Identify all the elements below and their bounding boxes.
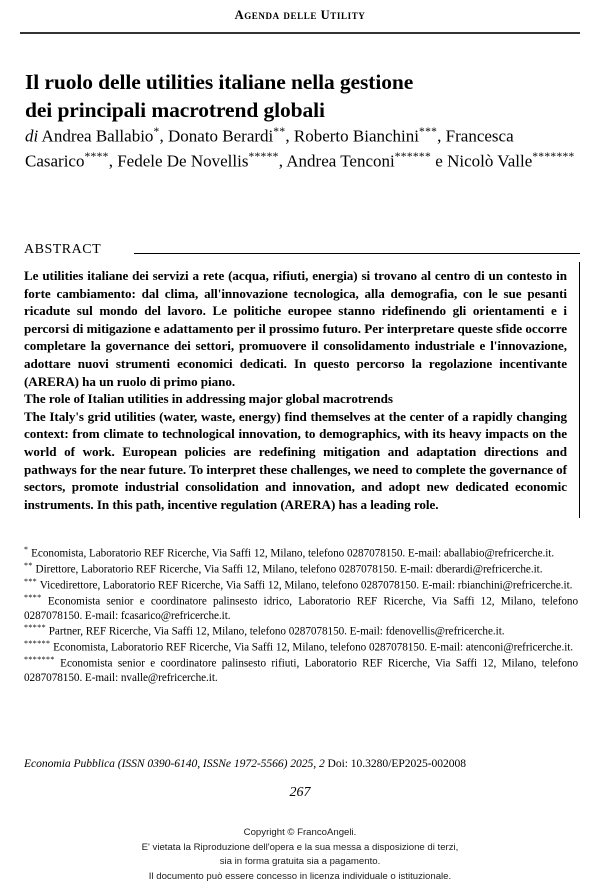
citation-doi: Doi: 10.3280/EP2025-002008	[324, 757, 467, 770]
footnote-item	[24, 639, 578, 655]
footnote-item	[24, 561, 578, 577]
author-name: Francesca Casarico	[25, 126, 514, 171]
author-name: Roberto Bianchini	[293, 126, 420, 146]
author-byline: di Andrea Ballabio*, Donato Berardi**, Roberto Bianchini***, Francesca Casarico****, Fedele De Novellis*****, Andrea Tenconi****** e Nicolò Valle*******	[25, 126, 575, 171]
citation-journal: Economia Pubblica (ISSN 0390-6140, ISSNe 1972-5566) 2025, 2	[24, 757, 325, 770]
abstract-label: ABSTRACT	[24, 242, 102, 257]
footnote-item	[24, 655, 578, 685]
footnote-text: Direttore, Laboratorio REF Ricerche, Via Saffi 12, Milano, telefono 0287078150. E-mail: dberardi@refricerche.it.	[32, 563, 543, 576]
footnote-item	[24, 577, 578, 593]
author-marker: **	[273, 126, 286, 138]
byline-conjunction: e	[435, 151, 443, 171]
author-marker: ******	[394, 150, 432, 163]
author-marker: ***	[419, 126, 438, 138]
footnote-item	[24, 593, 578, 623]
author-name: Nicolò Valle	[447, 151, 533, 171]
author-marker: ****	[84, 150, 109, 163]
footnote-text: Economista, Laboratorio REF Ricerche, Via Saffi 12, Milano, telefono 0287078150. E-mail: aballabio@refricerche.it.	[28, 547, 555, 560]
author-marker: *	[153, 126, 160, 138]
journal-citation	[24, 757, 578, 770]
footnote-text: Economista senior e coordinatore palinsesto rifiuti, Laboratorio REF Ricerche, Via Saffi 12, Milano, telefono 0287078150. E-mail: nvalle@refricerche.it.	[24, 657, 578, 684]
abstract-top-rule	[134, 253, 580, 254]
title-line-2: dei principali macrotrend globali	[25, 97, 325, 122]
copyright-footer	[0, 826, 600, 884]
abstract-body	[24, 262, 580, 518]
footnote-marker: **	[24, 560, 33, 570]
footnote-marker: ***	[24, 576, 38, 586]
footnote-text: Partner, REF Ricerche, Via Saffi 12, Milano, telefono 0287078150. E-mail: fdenovellis@refricerche.it.	[46, 625, 505, 638]
abstract-section	[24, 242, 580, 518]
footnote-text: Economista senior e coordinatore palinsesto idrico, Laboratorio REF Ricerche, Via Saffi 12, Milano, telefono 0287078150. E-mail: fcasarico@refricerche.it.	[24, 595, 578, 622]
abstract-english-title: The role of Italian utilities in addressing major global macrotrends	[24, 391, 393, 407]
footnote-item	[24, 545, 578, 561]
footnote-marker: *****	[24, 622, 46, 632]
footnote-marker: ****	[24, 592, 42, 602]
author-name: Fedele De Novellis	[117, 151, 249, 171]
footnote-marker: ******	[24, 638, 51, 648]
footnote-marker: *	[24, 545, 29, 554]
author-marker: *******	[532, 150, 575, 163]
footnote-text: Economista, Laboratorio REF Ricerche, Via Saffi 12, Milano, telefono 0287078150. E-mail: atenconi@refricerche.it.	[50, 641, 574, 654]
footnote-item	[24, 623, 578, 639]
byline-prefix: di	[25, 126, 39, 146]
abstract-english: The Italy's grid utilities (water, waste, energy) find themselves at the center of a rapidly changing context: from climate to technological innovation, to demographics, with its heavy impacts on the world of work. European policies are redefining mitigation and adaptation directions and pathways for the near future. To interpret these challenges, we need to complete the governance of sectors, promote industrial consolidation and innovation, and adopt new dedicated economic instruments. In this path, incentive regulation (ARERA) has a leading role.	[24, 408, 567, 512]
author-marker: *****	[248, 150, 279, 163]
copyright-line-3: sia in forma gratuita sia a pagamento.	[219, 856, 381, 868]
author-name: Andrea Ballabio	[41, 126, 154, 146]
copyright-line-4: Il documento può essere concesso in licenza individuale o istituzionale.	[148, 870, 452, 882]
running-head: Agenda delle Utility	[234, 8, 366, 22]
footnote-text: Vicedirettore, Laboratorio REF Ricerche, Via Saffi 12, Milano, telefono 0287078150. E-mail: rbianchini@refricerche.it.	[37, 579, 573, 592]
title-line-1: Il ruolo delle utilities italiane nella gestione	[25, 70, 414, 95]
page-number: 267	[289, 785, 311, 800]
copyright-line-2: E' vietata la Riproduzione dell'opera e la sua messa a disposizione di terzi,	[141, 841, 459, 853]
page-title	[25, 69, 570, 124]
abstract-header	[24, 242, 580, 262]
footnote-marker: *******	[24, 654, 55, 664]
footnotes-section	[24, 545, 578, 685]
abstract-italian: Le utilities italiane dei servizi a rete (acqua, rifiuti, energia) si trovano al centro di un contesto in forte cambiamento: dal clima, all'innovazione tecnologica, alla demografia, con le sue pesanti ricadute sul mondo del lavoro. Le politiche europee stanno ridefinendo gli orientamenti e i percorsi di mitigazione e adattamento per il prossimo futuro. Per interpretare queste sfide occorre completare la governance dei settori, promuovere il consolidamento industriale e l'innovazione, adottare nuovi strumenti economici dedicati. In questo percorso la regolazione incentivante (ARERA) ha un ruolo di primo piano.	[24, 268, 567, 389]
copyright-line-1: Copyright © FrancoAngeli.	[243, 827, 357, 838]
author-name: Donato Berardi	[168, 126, 274, 146]
author-name: Andrea Tenconi	[286, 151, 395, 171]
header-divider	[20, 32, 580, 34]
